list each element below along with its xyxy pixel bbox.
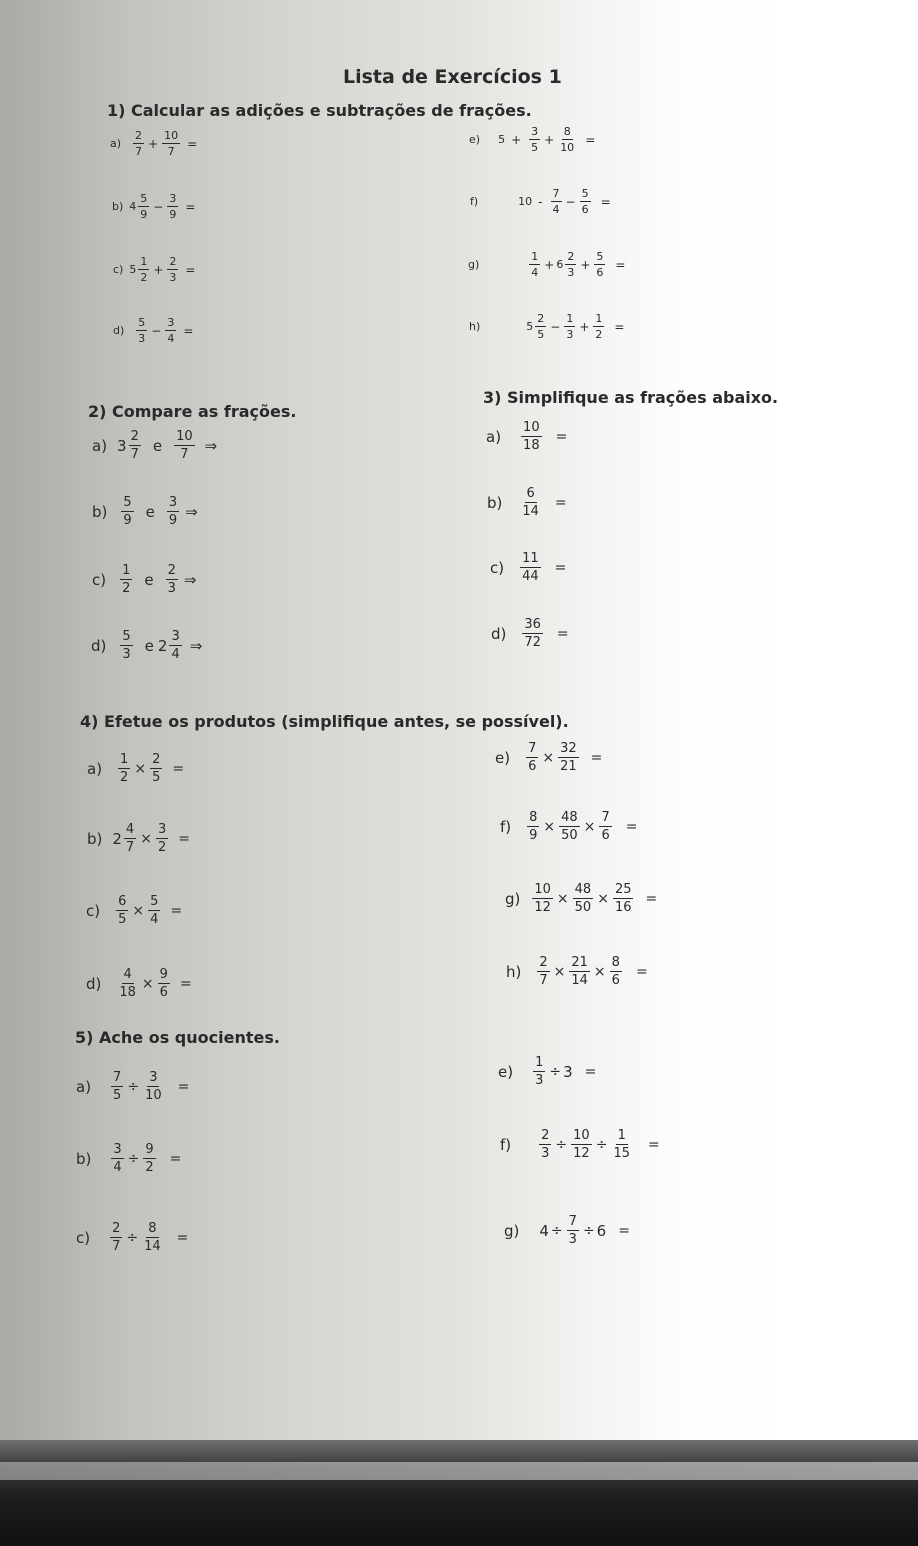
section-1-heading: 1) Calcular as adições e subtrações de frações. xyxy=(107,101,532,120)
fraction: $\frac{5}{3}$ xyxy=(138,316,146,345)
fraction: $\frac{10}{7}$ xyxy=(164,129,179,158)
exercise-4h: h) $\frac{2}{7}$ × $\frac{21}{14}$ × $\frac{8}{6}$ = xyxy=(506,955,648,988)
fraction: $\frac{3}{2}$ xyxy=(157,822,167,855)
section-5-heading: 5) Ache os quocientes. xyxy=(75,1028,280,1047)
fraction: $\frac{2}{3}$ xyxy=(167,563,176,596)
fraction: $\frac{2}{7}$ xyxy=(112,1221,121,1254)
dark-floor-background xyxy=(0,1440,918,1546)
fraction: $\frac{9}{6}$ xyxy=(159,967,168,1000)
exercise-1d: d) $\frac{5}{3}$ − $\frac{3}{4}$ = xyxy=(113,316,194,345)
exercise-1h: h) 5 $\frac{2}{5}$ − $\frac{1}{3}$ + $\frac{1}{2}$ = xyxy=(469,312,625,341)
exercise-1g: g) $\frac{1}{4}$ + 6 $\frac{2}{3}$ + $\frac{5}{6}$ = xyxy=(468,250,626,279)
fraction: $\frac{1}{15}$ xyxy=(613,1128,630,1161)
exercise-2d: d) $\frac{5}{3}$ e 2 $\frac{3}{4}$ ⇒ xyxy=(91,629,203,662)
fraction: $\frac{1}{3}$ xyxy=(566,312,574,341)
exercise-4d: d) $\frac{4}{18}$ × $\frac{9}{6}$ = xyxy=(86,967,192,1000)
fraction: $\frac{2}{3}$ xyxy=(567,250,575,279)
fraction: $\frac{6}{14}$ xyxy=(522,486,539,519)
exercise-5c: c) $\frac{2}{7}$ ÷ $\frac{8}{14}$ = xyxy=(76,1221,189,1254)
fraction: $\frac{10}{7}$ xyxy=(176,429,193,462)
fraction: $\frac{8}{14}$ xyxy=(144,1221,161,1254)
fraction: $\frac{48}{50}$ xyxy=(561,810,578,843)
fraction: $\frac{8}{10}$ xyxy=(560,125,575,154)
fraction: $\frac{2}{7}$ xyxy=(130,429,139,462)
fraction: $\frac{2}{3}$ xyxy=(541,1128,550,1161)
section-2-heading: 2) Compare as frações. xyxy=(88,402,297,421)
exercise-3b: b) $\frac{6}{14}$ = xyxy=(487,486,567,519)
exercise-5g: g) 4 ÷ $\frac{7}{3}$ ÷ 6 = xyxy=(504,1214,630,1247)
fraction: $\frac{36}{72}$ xyxy=(524,617,541,650)
exercise-5b: b) $\frac{3}{4}$ ÷ $\frac{9}{2}$ = xyxy=(76,1142,182,1175)
fraction: $\frac{1}{2}$ xyxy=(140,255,148,284)
exercise-4e: e) $\frac{7}{6}$ × $\frac{32}{21}$ = xyxy=(495,741,603,774)
exercise-1a: a) $\frac{2}{7}$ + $\frac{10}{7}$ = xyxy=(110,129,198,158)
exercise-1f: f) 10 - $\frac{7}{4}$ − $\frac{5}{6}$ = xyxy=(470,187,611,216)
exercise-3c: c) $\frac{11}{44}$ = xyxy=(490,551,567,584)
exercise-1e: e) 5 + $\frac{3}{5}$ + $\frac{8}{10}$ = xyxy=(469,125,596,154)
fraction: $\frac{10}{12}$ xyxy=(534,882,551,915)
fraction: $\frac{6}{5}$ xyxy=(118,894,127,927)
fraction: $\frac{5}{6}$ xyxy=(596,250,604,279)
fraction: $\frac{8}{6}$ xyxy=(611,955,620,988)
fraction: $\frac{10}{18}$ xyxy=(523,420,540,453)
fraction: $\frac{3}{4}$ xyxy=(113,1142,122,1175)
fraction: $\frac{2}{5}$ xyxy=(152,752,161,785)
fraction: $\frac{10}{12}$ xyxy=(573,1128,590,1161)
exercise-3d: d) $\frac{36}{72}$ = xyxy=(491,617,569,650)
fraction: $\frac{4}{7}$ xyxy=(125,822,135,855)
fraction: $\frac{48}{50}$ xyxy=(574,882,592,915)
page-title: Lista de Exercícios 1 xyxy=(343,66,562,88)
fraction: $\frac{7}{6}$ xyxy=(528,741,537,774)
exercise-5a: a) $\frac{7}{5}$ ÷ $\frac{3}{10}$ = xyxy=(76,1070,190,1103)
exercise-2a: a) 3 $\frac{2}{7}$ e $\frac{10}{7}$ ⇒ xyxy=(92,429,218,462)
fraction: $\frac{1}{2}$ xyxy=(122,563,131,596)
fraction: $\frac{7}{5}$ xyxy=(113,1070,122,1103)
fraction: $\frac{3}{9}$ xyxy=(169,192,177,221)
fraction: $\frac{2}{5}$ xyxy=(537,312,545,341)
exercise-3a: a) $\frac{10}{18}$ = xyxy=(486,420,568,453)
section-4-heading: 4) Efetue os produtos (simplifique antes, se possível). xyxy=(80,712,569,731)
fraction: $\frac{21}{14}$ xyxy=(571,955,588,988)
fraction: $\frac{8}{9}$ xyxy=(529,810,538,843)
exercise-5e: e) $\frac{1}{3}$ ÷ 3 = xyxy=(498,1055,597,1088)
fraction: $\frac{7}{4}$ xyxy=(552,187,560,216)
fraction: $\frac{4}{18}$ xyxy=(119,967,136,1000)
fraction: $\frac{5}{6}$ xyxy=(581,187,589,216)
fraction: $\frac{25}{16}$ xyxy=(614,882,632,915)
fraction: $\frac{3}{10}$ xyxy=(145,1070,162,1103)
fraction: $\frac{2}{7}$ xyxy=(539,955,548,988)
exercise-4f: f) $\frac{8}{9}$ × $\frac{48}{50}$ × $\frac{7}{6}$ = xyxy=(500,810,638,843)
fraction: $\frac{7}{3}$ xyxy=(568,1214,577,1247)
exercise-2b: b) $\frac{5}{9}$ e $\frac{3}{9}$ ⇒ xyxy=(92,495,198,528)
fraction: $\frac{3}{4}$ xyxy=(167,316,175,345)
fraction: $\frac{5}{4}$ xyxy=(150,894,159,927)
fraction: $\frac{1}{3}$ xyxy=(535,1055,544,1088)
fraction: $\frac{9}{2}$ xyxy=(145,1142,154,1175)
exercise-4g: g) $\frac{10}{12}$ × $\frac{48}{50}$ × $\frac{25}{16}$ = xyxy=(505,882,658,915)
fraction: $\frac{1}{4}$ xyxy=(531,250,539,279)
section-3-heading: 3) Simplifique as frações abaixo. xyxy=(483,388,779,407)
fraction: $\frac{5}{3}$ xyxy=(122,629,131,662)
exercise-4c: c) $\frac{6}{5}$ × $\frac{5}{4}$ = xyxy=(86,894,183,927)
exercise-1c: c) 5 $\frac{1}{2}$ + $\frac{2}{3}$ = xyxy=(113,255,196,284)
exercise-2c: c) $\frac{1}{2}$ e $\frac{2}{3}$ ⇒ xyxy=(92,563,197,596)
fraction: $\frac{3}{4}$ xyxy=(171,629,180,662)
fraction: $\frac{1}{2}$ xyxy=(595,312,603,341)
fraction: $\frac{11}{44}$ xyxy=(522,551,539,584)
exercise-4a: a) $\frac{1}{2}$ × $\frac{2}{5}$ = xyxy=(87,752,185,785)
fraction: $\frac{32}{21}$ xyxy=(560,741,577,774)
fraction: $\frac{2}{3}$ xyxy=(169,255,177,284)
fraction: $\frac{3}{5}$ xyxy=(531,125,539,154)
fraction: $\frac{5}{9}$ xyxy=(123,495,132,528)
fraction: $\frac{2}{7}$ xyxy=(135,129,143,158)
paper-edge-strip xyxy=(0,1462,918,1480)
exercise-5f: f) $\frac{2}{3}$ ÷ $\frac{10}{12}$ ÷ $\frac{1}{15}$ = xyxy=(500,1128,660,1161)
fraction: $\frac{7}{6}$ xyxy=(601,810,610,843)
fraction: $\frac{5}{9}$ xyxy=(140,192,148,221)
fraction: $\frac{1}{2}$ xyxy=(120,752,129,785)
exercise-1b: b) 4 $\frac{5}{9}$ − $\frac{3}{9}$ = xyxy=(112,192,196,221)
exercise-4b: b) 2 $\frac{4}{7}$ × $\frac{3}{2}$ = xyxy=(87,822,190,855)
fraction: $\frac{3}{9}$ xyxy=(168,495,178,528)
